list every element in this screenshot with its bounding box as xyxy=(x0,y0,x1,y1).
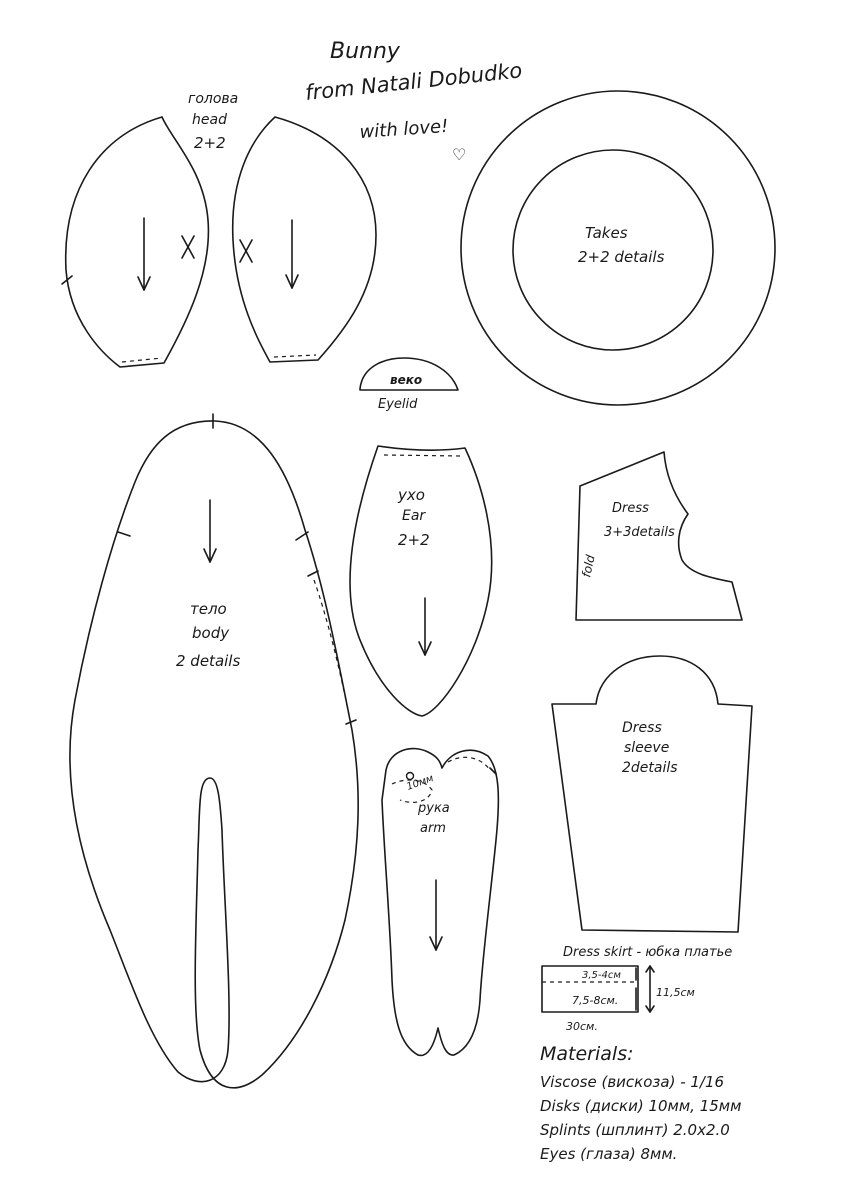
eyelid-label-en: Eyelid xyxy=(378,397,418,412)
dress-count: 3+3details xyxy=(604,525,675,540)
skirt-bottom-band: 7,5-8см. xyxy=(572,994,619,1007)
author-line: from Natali Dobudko xyxy=(304,58,524,105)
pattern-title: Bunny xyxy=(330,39,400,64)
ear-label-ru: ухо xyxy=(398,486,425,504)
dress-fold-label: fold xyxy=(579,553,598,579)
arm-label-ru: рука xyxy=(418,801,450,816)
head-label-ru: голова xyxy=(188,91,239,107)
sleeve-label: Dress xyxy=(622,720,662,736)
materials-line-2: Disks (диски) 10мм, 15мм xyxy=(540,1097,742,1115)
body-piece xyxy=(70,414,358,1088)
body-count: 2 details xyxy=(176,652,241,670)
body-label-en: body xyxy=(192,624,230,642)
skirt-height: 11,5см xyxy=(656,986,695,999)
dress-sleeve-piece xyxy=(552,656,752,932)
materials-line-3: Splints (шплинт) 2.0х2.0 xyxy=(540,1121,730,1139)
sleeve-label-2: sleeve xyxy=(624,740,670,756)
head-count: 2+2 xyxy=(194,134,226,152)
sleeve-count: 2details xyxy=(622,760,678,776)
takes-count: 2+2 details xyxy=(578,248,665,266)
ear-label-en: Ear xyxy=(402,508,426,524)
love-note: with love! xyxy=(358,115,450,143)
materials-title: Materials: xyxy=(540,1043,634,1065)
eyelid-label-ru: веко xyxy=(390,373,423,387)
arm-label-en: arm xyxy=(420,821,446,836)
ear-count: 2+2 xyxy=(398,531,430,549)
heart-icon: ♡ xyxy=(452,145,467,164)
skirt-title: Dress skirt - юбка платье xyxy=(563,945,733,960)
arm-size: 10мм xyxy=(405,772,436,793)
dress-label: Dress xyxy=(612,501,649,516)
materials-line-1: Viscose (вискоза) - 1/16 xyxy=(540,1073,725,1091)
skirt-width: 30см. xyxy=(566,1020,598,1033)
body-label-ru: тело xyxy=(190,600,227,618)
arm-piece xyxy=(382,749,498,1056)
head-piece-left xyxy=(62,117,208,367)
head-piece-right xyxy=(233,117,376,362)
skirt-top-band: 3,5-4см xyxy=(582,970,621,981)
takes-label: Takes xyxy=(585,224,628,242)
head-label-en: head xyxy=(192,112,227,128)
materials-line-4: Eyes (глаза) 8мм. xyxy=(540,1145,678,1163)
